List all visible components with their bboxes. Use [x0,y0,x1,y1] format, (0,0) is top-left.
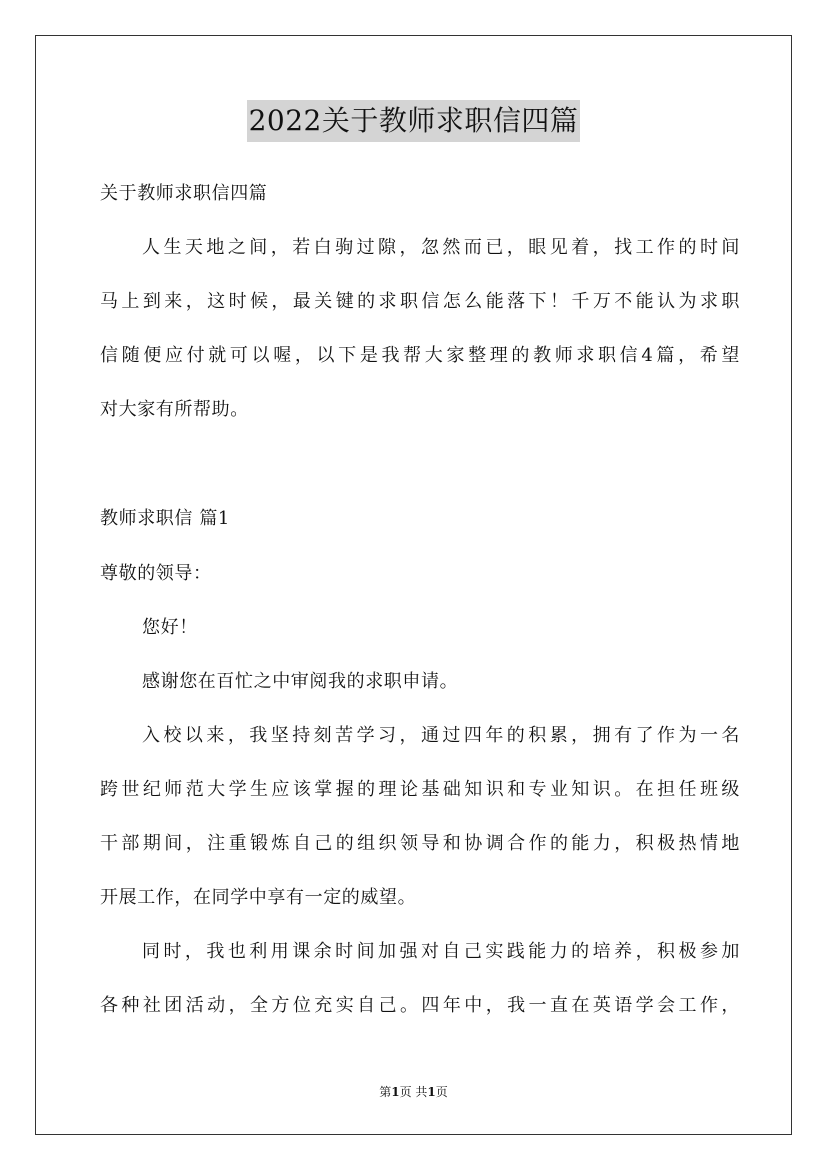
intro-line-2: 马上到来，这时候，最关键的求职信怎么能落下！千万不能认为求职 [100,291,740,312]
section-heading: 教师求职信 篇1 [100,508,230,529]
intro-line-4: 对大家有所帮助。 [100,399,249,420]
footer-prefix: 第 [379,1085,392,1099]
greeting: 您好！ [142,617,198,638]
salutation: 尊敬的领导： [100,563,212,584]
para1-line-3: 干部期间，注重锻炼自己的组织领导和协调合作的能力，积极热情地 [100,833,740,854]
document-title: 2022关于教师求职信四篇 [247,100,581,142]
para1-line-4: 开展工作，在同学中享有一定的威望。 [100,887,417,908]
para1-line-2: 跨世纪师范大学生应该掌握的理论基础知识和专业知识。在担任班级 [100,779,740,800]
para2-line-1: 同时，我也利用课余时间加强对自己实践能力的培养，积极参加 [142,941,740,962]
para2-line-2: 各种社团活动，全方位充实自己。四年中，我一直在英语学会工作， [100,995,740,1016]
page-footer [0,1084,827,1100]
para1-line-1: 入校以来，我坚持刻苦学习，通过四年的积累，拥有了作为一名 [142,725,740,746]
intro-line-1: 人生天地之间，若白驹过隙，忽然而已，眼见着，找工作的时间 [142,237,740,258]
thanks-line: 感谢您在百忙之中审阅我的求职申请。 [142,671,459,692]
intro-line-3: 信随便应付就可以喔，以下是我帮大家整理的教师求职信4篇，希望 [100,345,740,366]
title-wrap [0,100,827,142]
footer-page-total: 1 [427,1085,436,1099]
footer-mid: 页 共 [399,1085,428,1099]
footer-page-current: 1 [391,1085,400,1099]
footer-suffix: 页 [435,1085,448,1099]
document-subtitle: 关于教师求职信四篇 [100,183,268,204]
